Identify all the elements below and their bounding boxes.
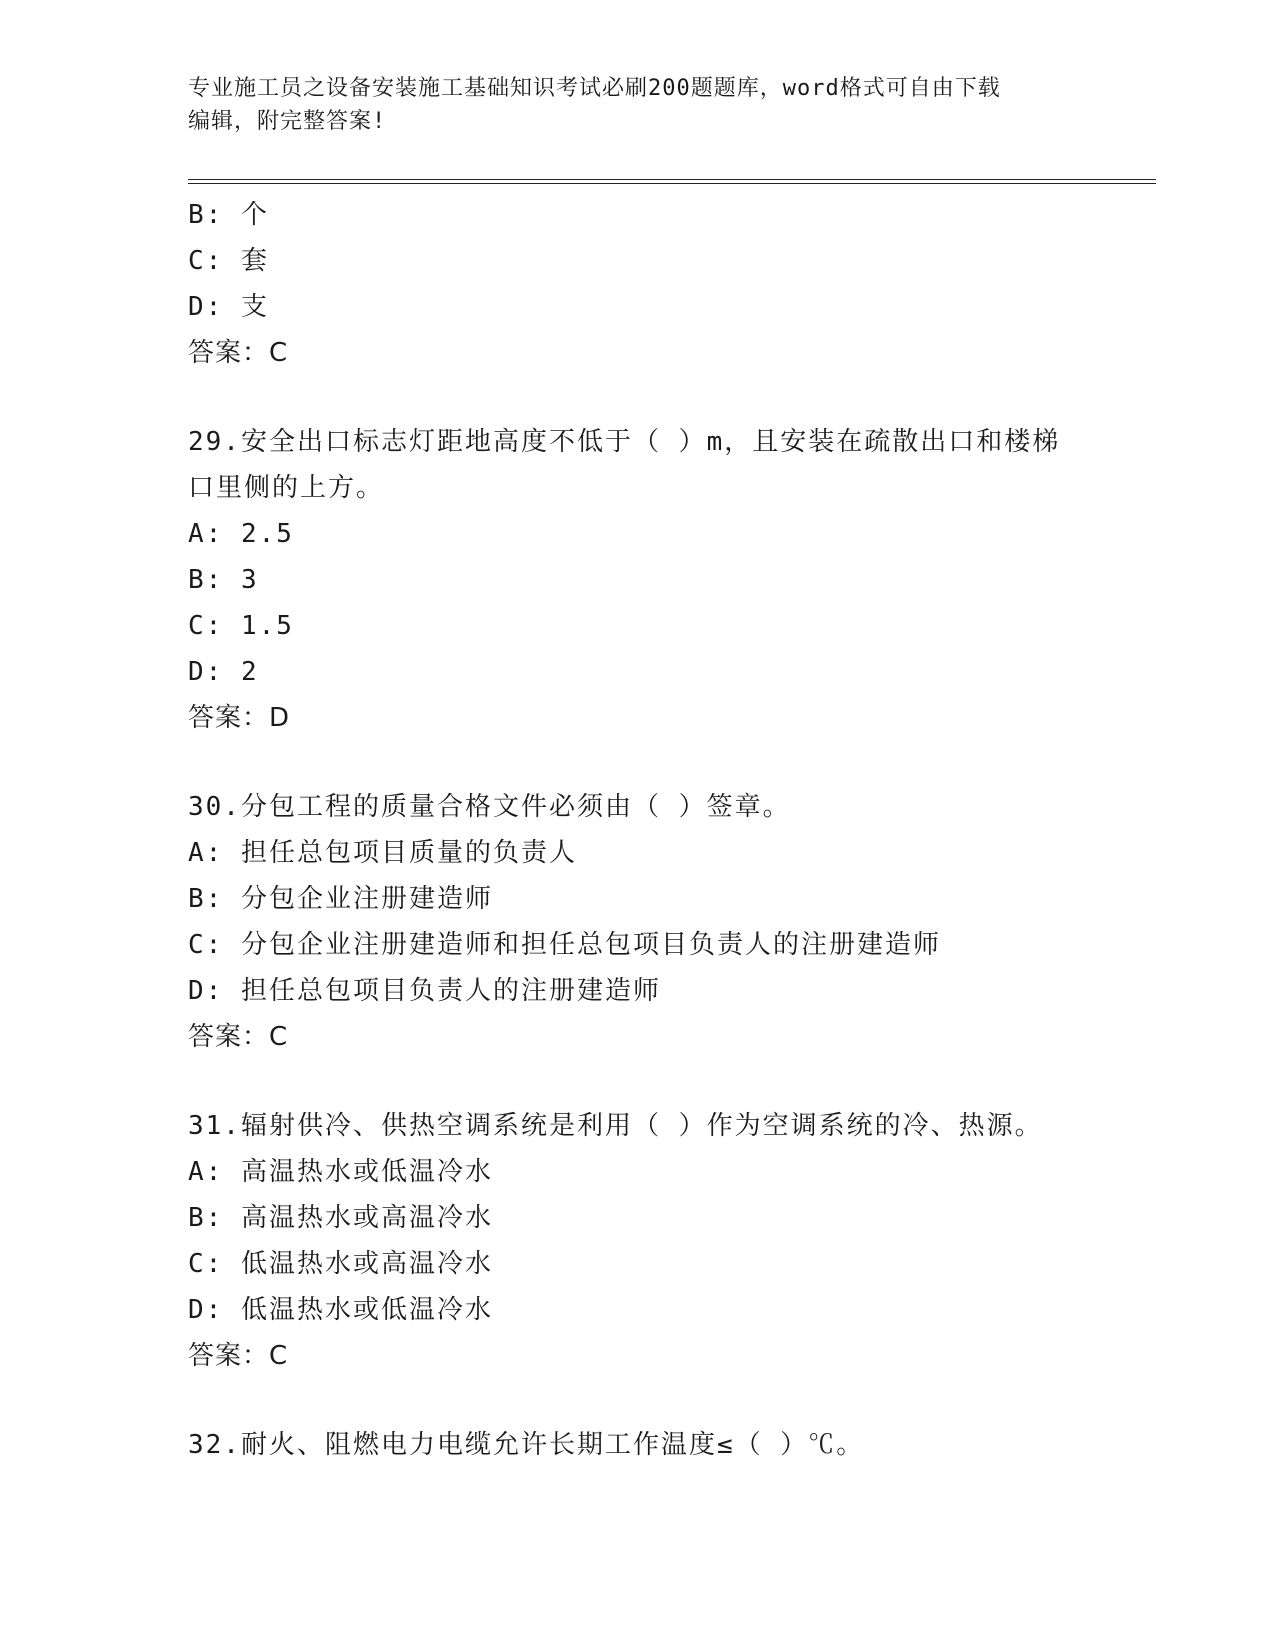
question-stem: 30.分包工程的质量合格文件必须由（ ）签章。 xyxy=(188,792,791,822)
question-30 xyxy=(188,784,1088,1060)
option-d: D: 担任总包项目负责人的注册建造师 xyxy=(188,976,661,1006)
option-c: C: 分包企业注册建造师和担任总包项目负责人的注册建造师 xyxy=(188,930,941,960)
option-a: A: 担任总包项目质量的负责人 xyxy=(188,838,577,868)
question-stem: 32.耐火、阻燃电力电缆允许长期工作温度≤（ ）℃。 xyxy=(188,1430,865,1460)
option-c: C: 1.5 xyxy=(188,611,294,641)
option-d: D: 2 xyxy=(188,657,259,687)
option-a: A: 高温热水或低温冷水 xyxy=(188,1157,493,1187)
option-b: B: 分包企业注册建造师 xyxy=(188,884,493,914)
spacer xyxy=(188,741,1088,784)
answer-line: 答案：D xyxy=(188,703,291,733)
question-stem: 31.辐射供冷、供热空调系统是利用（ ）作为空调系统的冷、热源。 xyxy=(188,1111,1043,1141)
header-divider-bottom xyxy=(188,183,1156,184)
option-d: D: 低温热水或低温冷水 xyxy=(188,1295,493,1325)
header-divider-top xyxy=(188,179,1156,180)
question-29 xyxy=(188,419,1088,741)
question-stem-line-1: 29.安全出口标志灯距地高度不低于（ ）m，且安装在疏散出口和楼梯 xyxy=(188,427,1061,457)
question-28 xyxy=(188,192,1088,376)
answer-line: 答案：C xyxy=(188,1341,289,1371)
option-a: A: 2.5 xyxy=(188,519,294,549)
answer-line: 答案：C xyxy=(188,1022,289,1052)
option-b: B: 3 xyxy=(188,565,259,595)
header-title-line-1: 专业施工员之设备安装施工基础知识考试必刷200题题库，word格式可自由下载 xyxy=(188,76,1001,101)
question-list xyxy=(188,192,1088,1468)
answer-line: 答案：C xyxy=(188,338,289,368)
spacer xyxy=(188,376,1088,419)
option-d: D: 支 xyxy=(188,292,269,322)
option-b: B: 个 xyxy=(188,200,269,230)
spacer xyxy=(188,1379,1088,1422)
question-31 xyxy=(188,1103,1088,1379)
question-32 xyxy=(188,1422,1088,1468)
option-c: C: 套 xyxy=(188,246,269,276)
option-c: C: 低温热水或高温冷水 xyxy=(188,1249,493,1279)
question-stem-line-2: 口里侧的上方。 xyxy=(188,473,385,503)
option-b: B: 高温热水或高温冷水 xyxy=(188,1203,493,1233)
document-header xyxy=(188,72,1078,138)
spacer xyxy=(188,1060,1088,1103)
header-title-line-2: 编辑，附完整答案! xyxy=(188,109,387,134)
